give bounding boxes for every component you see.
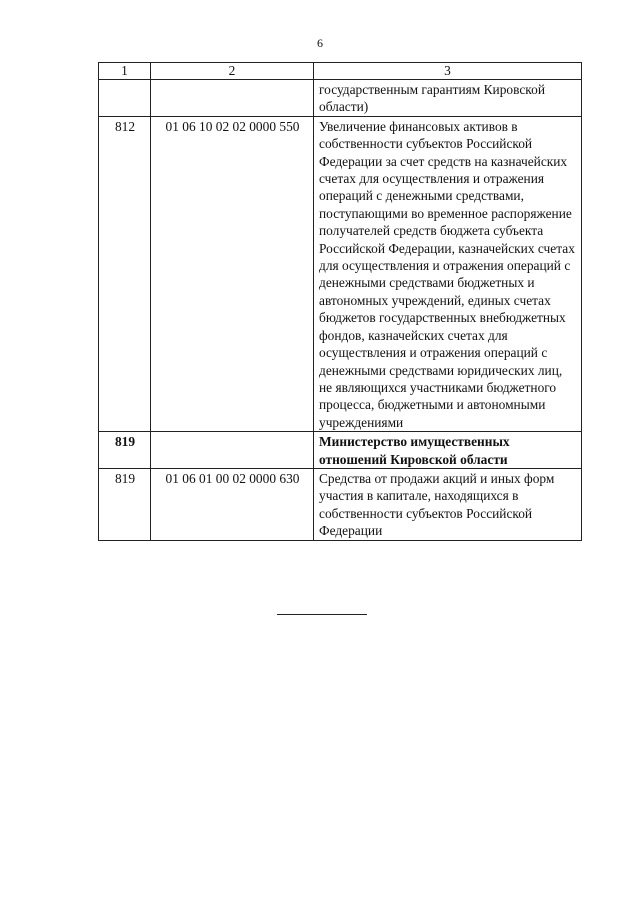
row-admin-code (99, 80, 151, 117)
row-admin-code: 812 (99, 116, 151, 431)
row-admin-code: 819 (99, 468, 151, 540)
table-row (99, 80, 582, 117)
header-col-2: 2 (151, 63, 314, 80)
row-budget-code (151, 432, 314, 469)
table-row-heading (99, 432, 582, 469)
row-budget-code: 01 06 01 00 02 0000 630 (151, 468, 314, 540)
row-description: Средства от продажи акций и иных форм участия в капитале, находящихся в собственности субъектов Российской Федерации (314, 468, 582, 540)
row-budget-code (151, 80, 314, 117)
header-col-1: 1 (99, 63, 151, 80)
table-row (99, 468, 582, 540)
page-number: 6 (317, 36, 323, 50)
table-header (99, 63, 582, 80)
row-admin-code: 819 (99, 432, 151, 469)
header-col-3: 3 (314, 63, 582, 80)
header-row (99, 63, 582, 80)
end-divider-line (277, 614, 367, 615)
row-description: государственным гарантиям Кировской области) (314, 80, 582, 117)
document-table (98, 62, 582, 541)
table-row (99, 116, 582, 431)
table-body (99, 80, 582, 541)
row-description: Министерство имущественных отношений Кировской области (314, 432, 582, 469)
row-description: Увеличение финансовых активов в собственности субъектов Российской Федерации за счет средств на казначейских счетах для осуществления и отражения операций с денежными средствами, поступающими во временное распоряжение получателей средств бюджета субъекта Российской Федерации, казначейских счетах для осуществления и отражения операций с денежными средствами бюджетных и автономных учреждений, единых счетах бюджетов государственных внебюджетных фондов, казначейских счетах для осуществления и отражения операций с денежными средствами юридических лиц, не являющихся участниками бюджетного процесса, бюджетными и автономными учреждениями (314, 116, 582, 431)
row-budget-code: 01 06 10 02 02 0000 550 (151, 116, 314, 431)
